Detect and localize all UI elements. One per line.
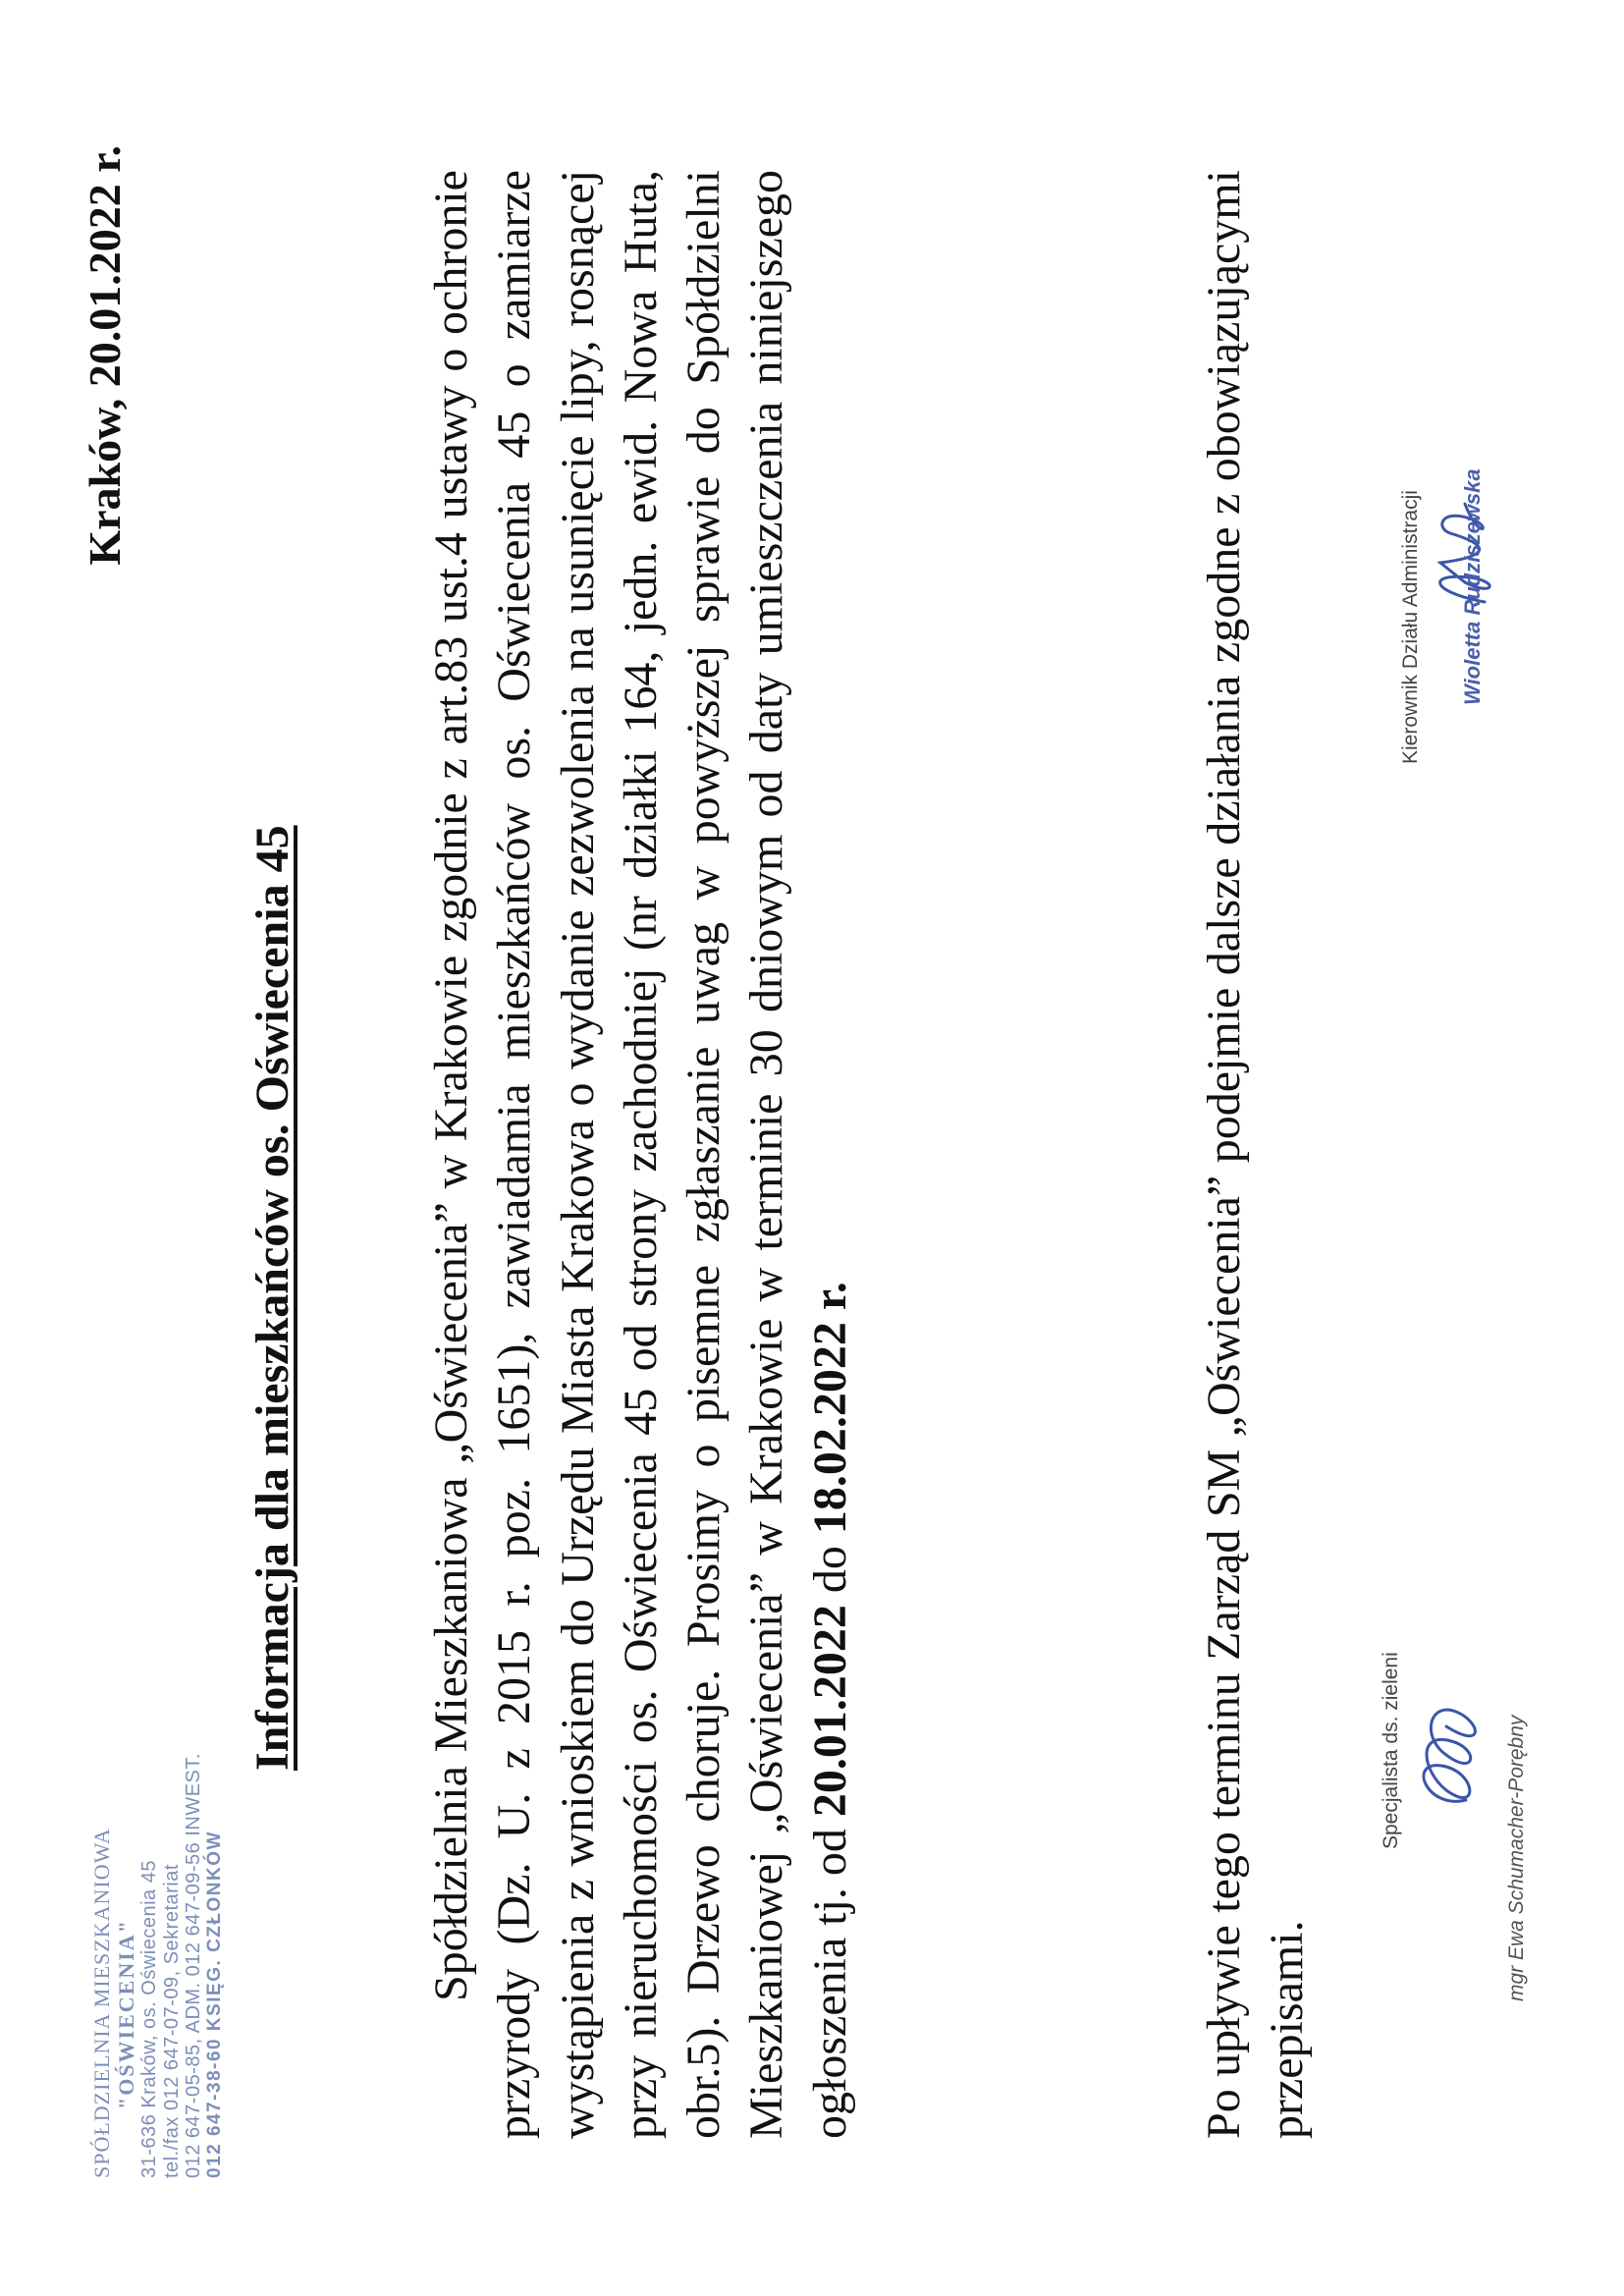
stamp-line: 012 647-38-60 KSIĘG. CZŁONKÓW (204, 1831, 226, 2178)
stamp-line: SPÓŁDZIELNIA MIESZKANIOWA (89, 1828, 114, 2178)
stamp-line: 31-636 Kraków, os. Oświecenia 45 (138, 1860, 161, 2178)
stamp-line: "OŚWIECENIA" (113, 1919, 138, 2109)
notice-body-text: Spółdzielnia Mieszkaniowa „Oświecenia” w Krakowie zgodnie z art.83 ust.4 ustawy o ochronie przyrody (Dz. U. z 2015 r. poz. 1651), zawiadamia mieszkańców os. Oświecenia 45 o zamiarze wystąpienia z wnioskiem do Urzędu Miasta Krakowa o wydanie zezwolenia na usunięcie lipy, rosnącej przy nieruchomości os. Oświecenia 45 od strony zachodniej (nr działki 164, jedn. ewid. Nowa Huta, obr.5). Drzewo choruje. Prosimy o pisemne zgłaszanie uwag w powyższej sprawie do Spółdzielni Mieszkaniowej „Oświecenia” w Krakowie w terminie 30 dniowym od daty umieszczenia niniejszego ogłoszenia tj. od (425, 170, 856, 2139)
handwritten-signature-icon (1387, 1682, 1505, 1820)
signature-role: Specjalista ds. zieleni (1380, 1652, 1402, 1849)
cooperative-stamp (90, 1569, 226, 2178)
signature-name: Wioletta Rudziszewska (1460, 468, 1485, 705)
stamp-line: 012 647-05-85, ADM. 012 647-09-56 INWEST. (183, 1753, 205, 2178)
date-from: 20.01.2022 (803, 1605, 856, 1818)
signature-block-left (1380, 1451, 1566, 2001)
stamp-line: tel./fax 012 647-07-09, Sekretariat (160, 1864, 183, 2178)
document-title: Informacja dla mieszkańców os. Oświecenia 45 (246, 825, 298, 1771)
notice-body (420, 170, 862, 2139)
document-date: Kraków, 20.01.2022 r. (80, 145, 130, 566)
signature-name: mgr Ewa Schumacher-Porębny (1505, 1715, 1528, 2001)
date-connector: do (803, 1546, 856, 1594)
signature-role: Kierownik Działu Administracji (1399, 490, 1422, 764)
signature-block-right (1399, 214, 1556, 764)
closing-paragraph: Po upływie tego terminu Zarząd SM „Oświecenia” podejmie dalsze działania zgodne z obowiązującymi przepisami. (1198, 170, 1314, 2139)
date-to: 18.02.2022 r. (803, 1282, 856, 1535)
